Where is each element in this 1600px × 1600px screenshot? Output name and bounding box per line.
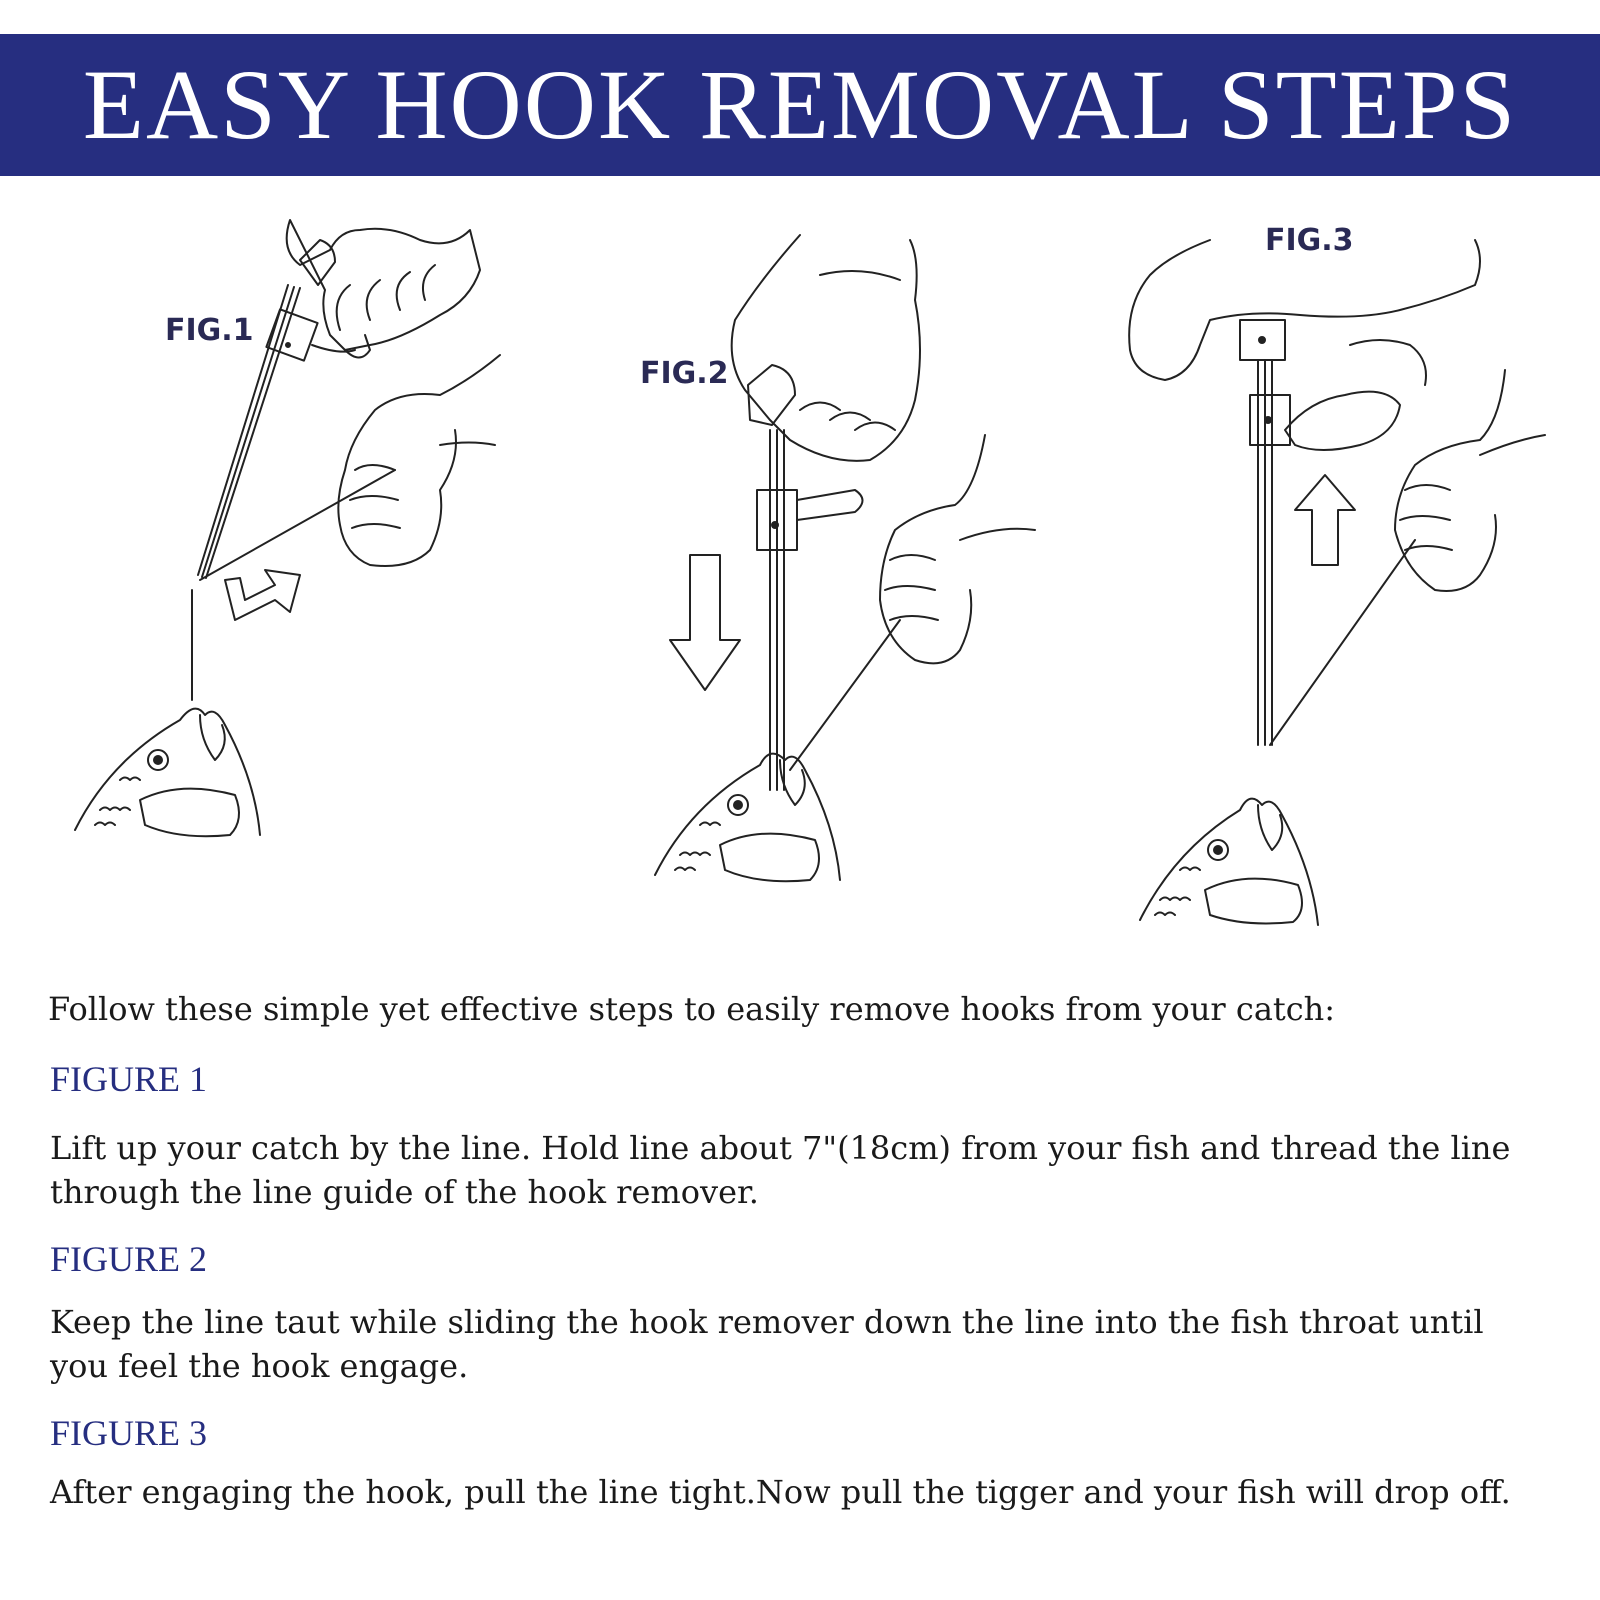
hand-icon	[732, 235, 920, 461]
step-1-heading: FIGURE 1	[50, 1059, 208, 1099]
figure-2-label: FIG.2	[640, 356, 729, 391]
step-3-heading: FIGURE 3	[50, 1413, 208, 1453]
instruction-illustrations	[0, 195, 1600, 955]
arrow-down-icon	[670, 555, 740, 690]
hand-icon	[1129, 240, 1480, 450]
page-title: EASY HOOK REMOVAL STEPS	[82, 49, 1518, 160]
figure-3-label: FIG.3	[1265, 223, 1354, 258]
step-1-text: Lift up your catch by the line. Hold line about 7"(18cm) from your fish and thread the line through the line guide of the hook remover.	[50, 1129, 1511, 1211]
intro-text: Follow these simple yet effective steps to easily remove hooks from your catch:	[48, 990, 1336, 1028]
step-2-text: Keep the line taut while sliding the hook remover down the line into the fish throat until you feel the hook engage.	[50, 1303, 1484, 1385]
arrow-up-icon	[1295, 475, 1355, 565]
fish-icon	[1140, 799, 1318, 925]
step-3-text: After engaging the hook, pull the line tight.Now pull the tigger and your fish will drop off.	[50, 1473, 1511, 1511]
hook-remover-tool-icon	[198, 240, 355, 578]
figure-2-illustration	[655, 235, 1035, 881]
step-2-heading: FIGURE 2	[50, 1239, 208, 1279]
title-banner	[0, 34, 1600, 176]
hand-icon	[880, 435, 1035, 663]
hand-icon	[287, 220, 480, 358]
fish-icon	[655, 754, 840, 882]
hand-icon	[1395, 370, 1545, 591]
figure-1-label: FIG.1	[165, 313, 254, 348]
figure-3-illustration	[1129, 240, 1545, 925]
hook-remover-tool-icon	[1240, 320, 1290, 745]
figure-1-illustration	[75, 220, 500, 836]
fish-icon	[75, 709, 260, 837]
hook-remover-tool-icon	[748, 365, 863, 790]
hand-icon	[338, 355, 500, 566]
arrow-up-right-icon	[225, 570, 300, 620]
